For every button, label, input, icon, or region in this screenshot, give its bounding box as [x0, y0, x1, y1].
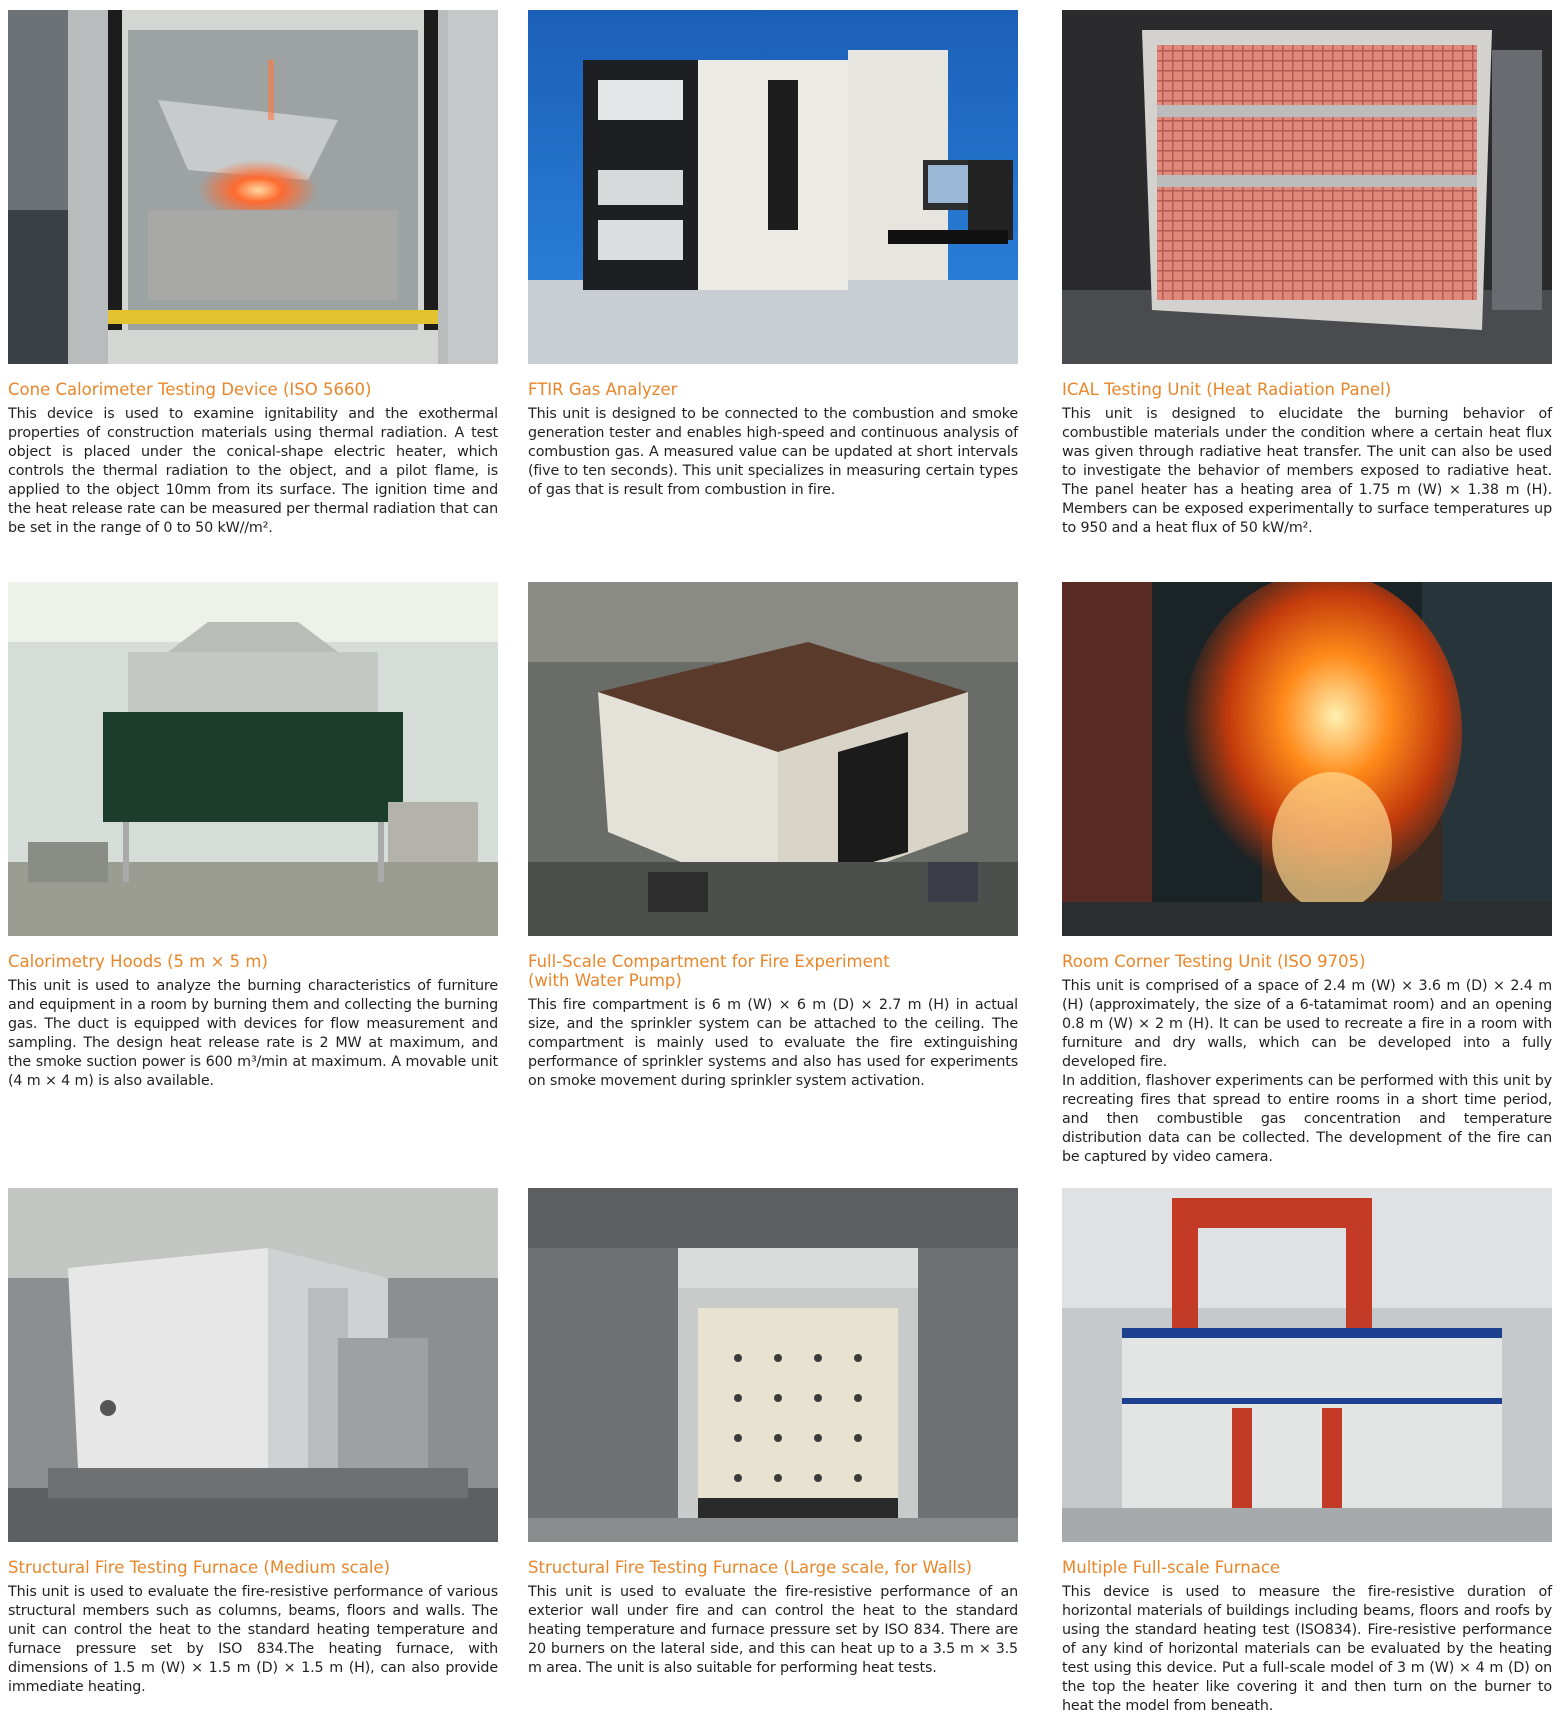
card-full-scale-compartment	[528, 582, 1018, 1091]
description-paragraph: This unit is used to evaluate the fire-resistive performance of an exterior wall under fire and can control the heat to the standard heating temperature and furnace pressure set by ISO 834. There are 20 burners on the lateral side, and this can heat up to a 3.5 m × 3.5 m area. The unit is also suitable for performing heat tests.	[528, 1584, 1018, 1676]
structural-furnace-medium-photo	[8, 1188, 498, 1542]
description-paragraph: This unit is designed to be connected to the combustion and smoke generation tester and enables high-speed and continuous analysis of combustion gas. A measured value can be updated at short intervals (five to ten seconds). This unit specializes in measuring certain types of gas that is result from combustion in fire.	[528, 406, 1018, 498]
structural-furnace-large-title: Structural Fire Testing Furnace (Large scale, for Walls)	[528, 1558, 973, 1577]
description-paragraph: This unit is designed to elucidate the burning behavior of combustible materials under the condition where a certain heat flux was given through radiative heat transfer. The unit can also be used to investigate the behavior of members exposed to radiative heat. The panel heater has a heating area of 1.75 m (W) × 1.38 m (H). Members can be exposed experimentally to surface temperatures up to 950 and a heat flux of 50 kW/m².	[1062, 406, 1552, 536]
room-corner-testing-unit-photo	[1062, 582, 1552, 936]
card-structural-furnace-large	[528, 1188, 1018, 1678]
full-scale-compartment-title: Full-Scale Compartment for Fire Experiment (with Water Pump)	[528, 952, 890, 990]
structural-furnace-large-photo	[528, 1188, 1018, 1542]
ical-testing-unit-description	[1062, 405, 1552, 538]
cone-calorimeter-photo	[8, 10, 498, 364]
room-corner-testing-unit-title: Room Corner Testing Unit (ISO 9705)	[1062, 952, 1366, 971]
card-ftir-gas-analyzer	[528, 10, 1018, 500]
structural-furnace-medium-title: Structural Fire Testing Furnace (Medium scale)	[8, 1558, 391, 1577]
description-paragraph: In addition, flashover experiments can be performed with this unit by recreating fires that spread to entire rooms in a short time period, and then combustible gas concentration and temperature distribution data can be collected. The development of the fire can be captured by video camera.	[1062, 1073, 1552, 1165]
full-scale-compartment-description	[528, 996, 1018, 1091]
room-corner-testing-unit-description	[1062, 977, 1552, 1167]
cone-calorimeter-title: Cone Calorimeter Testing Device (ISO 5660)	[8, 380, 372, 399]
ical-testing-unit-photo	[1062, 10, 1552, 364]
card-ical-testing-unit	[1062, 10, 1552, 538]
full-scale-compartment-photo	[528, 582, 1018, 936]
description-paragraph: This unit is comprised of a space of 2.4 m (W) × 3.6 m (D) × 2.4 m (H) (approximately, the size of a 6-tatamimat room) and an opening 0.8 m (W) × 2 m (H). It can be used to recreate a fire in a room with furniture and dry walls, which can be developed into a fully developed fire.	[1062, 978, 1552, 1070]
description-paragraph: This device is used to measure the fire-resistive duration of horizontal materials of buildings including beams, floors and roofs by using the standard heating test (ISO834). Fire-resistive performance of any kind of horizontal materials can be evaluated by the heating test using this device. Put a full-scale model of 3 m (W) × 4 m (D) on the top the heater like covering it and then turn on the burner to heat the model from beneath.	[1062, 1584, 1552, 1714]
calorimetry-hoods-title: Calorimetry Hoods (5 m × 5 m)	[8, 952, 268, 971]
cone-calorimeter-description	[8, 405, 498, 538]
ftir-gas-analyzer-description	[528, 405, 1018, 500]
structural-furnace-large-description	[528, 1583, 1018, 1678]
multiple-full-scale-furnace-photo	[1062, 1188, 1552, 1542]
multiple-full-scale-furnace-title: Multiple Full-scale Furnace	[1062, 1558, 1281, 1577]
calorimetry-hoods-photo	[8, 582, 498, 936]
card-room-corner-testing-unit	[1062, 582, 1552, 1167]
description-paragraph: This unit is used to evaluate the fire-resistive performance of various structural members such as columns, beams, floors and walls. The unit can control the heat to the standard heating temperature and furnace pressure set by ISO 834.The heating furnace, with dimensions of 1.5 m (W) × 1.5 m (D) × 1.5 m (H), can also provide immediate heating.	[8, 1584, 498, 1695]
ical-testing-unit-title: ICAL Testing Unit (Heat Radiation Panel)	[1062, 380, 1392, 399]
card-multiple-full-scale-furnace	[1062, 1188, 1552, 1716]
description-paragraph: This fire compartment is 6 m (W) × 6 m (D) × 2.7 m (H) in actual size, and the sprinkler system can be attached to the ceiling. The compartment is mainly used to evaluate the fire extinguishing performance of sprinkler systems and also has used for experiments on smoke movement during sprinkler system activation.	[528, 997, 1018, 1089]
structural-furnace-medium-description	[8, 1583, 498, 1697]
description-paragraph: This unit is used to analyze the burning characteristics of furniture and equipment in a room by burning them and collecting the burning gas. The duct is equipped with devices for flow measurement and sampling. The design heat release rate is 2 MW at maximum, and the smoke suction power is 600 m³/min at maximum. A movable unit (4 m × 4 m) is also available.	[8, 978, 498, 1089]
ftir-gas-analyzer-photo	[528, 10, 1018, 364]
card-calorimetry-hoods	[8, 582, 498, 1091]
ftir-gas-analyzer-title: FTIR Gas Analyzer	[528, 380, 678, 399]
description-paragraph: This device is used to examine ignitability and the exothermal properties of construction materials using thermal radiation. A test object is placed under the conical-shape electric heater, which controls the thermal radiation to the object, and a pilot flame, is applied to the object 10mm from its surface. The ignition time and the heat release rate can be measured per thermal radiation that can be set in the range of 0 to 50 kW//m².	[8, 406, 498, 536]
card-structural-furnace-medium	[8, 1188, 498, 1697]
card-cone-calorimeter	[8, 10, 498, 538]
multiple-full-scale-furnace-description	[1062, 1583, 1552, 1716]
calorimetry-hoods-description	[8, 977, 498, 1091]
